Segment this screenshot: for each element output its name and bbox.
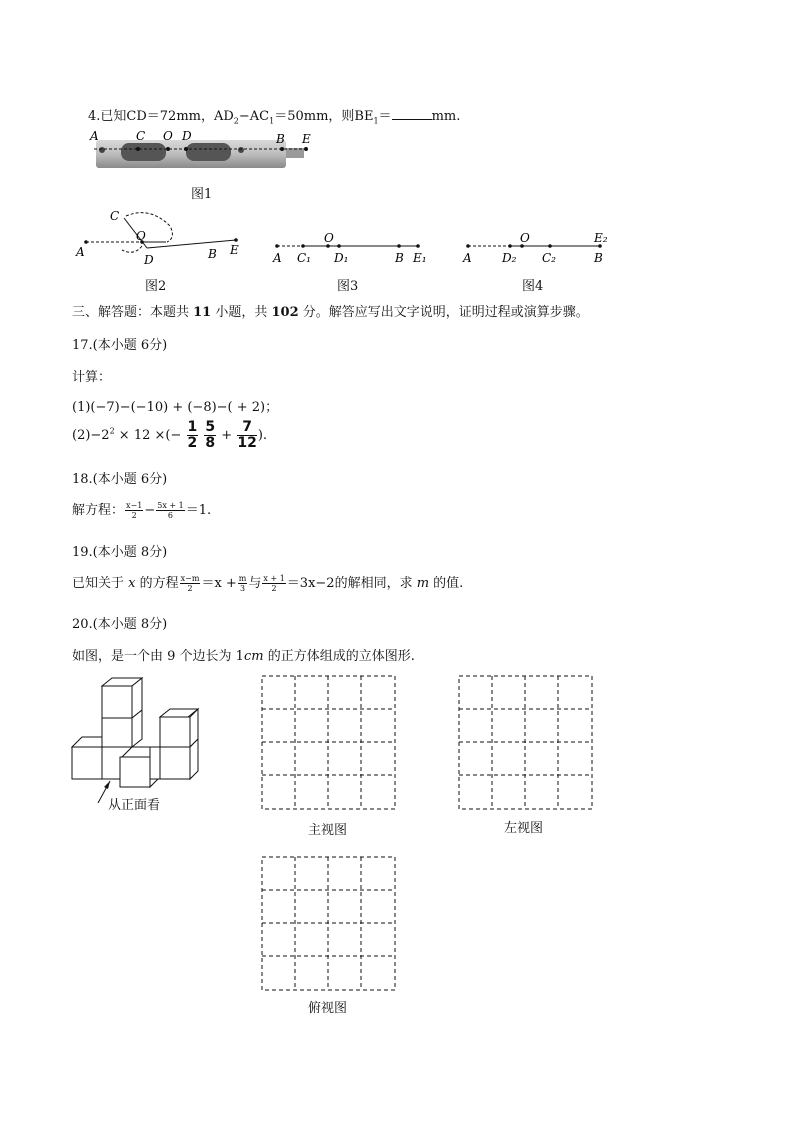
fig4-label-C2: C₂ (542, 251, 556, 265)
fig4-label-B: B (594, 251, 603, 265)
fraction-5x-plus-1-over-6: $\frac{5x + 1}{6}$ (157, 501, 184, 520)
section-3-heading: 三、解答题：本题共 11 小题，共 102 分。解答应写出文字说明，证明过程或演算步骤。 (72, 305, 589, 320)
fraction-x-plus-1-over-2: $\frac{x + 1}{2}$ (263, 574, 285, 593)
fig4-label-A: A (463, 251, 472, 265)
fraction-1-2: $\frac{1}{2}$ (187, 419, 198, 451)
fig2-label-E: E (230, 243, 239, 257)
fig1-label-D: D (182, 129, 192, 143)
fig1-label-O: O (163, 129, 173, 143)
fig4-label-E2: E₂ (594, 231, 608, 245)
figure-2 (72, 208, 252, 268)
fig4-label-D2: D₂ (502, 251, 517, 265)
fig2-label-O: O (136, 229, 146, 243)
fig3-caption: 图3 (337, 279, 359, 294)
fig2-label-C: C (110, 209, 120, 223)
q18-header: 18.(本小题 6分) (72, 472, 168, 487)
front-view-grid[interactable] (261, 675, 397, 811)
q17-part2: $(2)-2^2 \times 12$ ×(− $\frac{1}{2}$ $\frac{5}{8}$ + $\frac{7}{12}$ ). (72, 419, 268, 451)
fig2-label-B: B (208, 247, 217, 261)
slot-left (121, 143, 166, 161)
top-view-grid[interactable] (261, 856, 397, 992)
q19-header: 19.(本小题 8分) (72, 545, 168, 560)
fig2-label-A: A (76, 245, 85, 259)
left-view-caption: 左视图 (504, 821, 544, 836)
fig3-label-D1: D₁ (334, 251, 349, 265)
q17-instruction: 计算： (72, 370, 112, 385)
fig2-caption: 图2 (145, 279, 167, 294)
fig3-label-C1: C₁ (297, 251, 311, 265)
fig3-label-E1: E₁ (413, 251, 427, 265)
view-direction-label: 从正面看 (108, 798, 161, 813)
fraction-7-12: $\frac{7}{12}$ (237, 419, 257, 451)
fraction-x-minus-1-over-2: $\frac{x-1}{2}$ (126, 501, 143, 520)
fig1-label-B: B (276, 132, 285, 146)
fig2-label-D: D (144, 253, 154, 267)
q17-part1: (1)(−7)−(−10) + (−8)−( + 2)； (72, 400, 279, 415)
front-view-caption: 主视图 (308, 823, 348, 838)
figure-3 (270, 228, 435, 268)
fig1-label-E: E (302, 132, 311, 146)
top-view-caption: 俯视图 (308, 1001, 348, 1016)
figure-1 (86, 128, 326, 176)
q19-statement: 已知关于 x 的方程 $\frac{x-m}{2}$ ＝x + $\frac{m}{3}$ 与 $\frac{x + 1}{2}$ ＝3x−2的解相同，求 m 的值. (72, 574, 464, 593)
fig3-label-B: B (395, 251, 404, 265)
q20-statement: 如图，是一个由 9 个边长为 1cm 的正方体组成的立体图形. (72, 649, 415, 664)
fig4-label-O: O (520, 231, 530, 245)
fig1-label-A: A (90, 129, 99, 143)
fraction-x-minus-m-over-2: $\frac{x-m}{2}$ (180, 574, 200, 593)
fraction-m-over-3: $\frac{m}{3}$ (238, 574, 247, 593)
q18-equation: 解方程： $\frac{x-1}{2}$ − $\frac{5x + 1}{6}$ ＝1. (72, 501, 212, 520)
q17-header: 17.(本小题 6分) (72, 338, 168, 353)
q20-header: 20.(本小题 8分) (72, 617, 168, 632)
figure-4 (460, 228, 620, 268)
fig4-caption: 图4 (522, 279, 544, 294)
fig1-caption: 图1 (191, 187, 213, 202)
left-view-grid[interactable] (458, 675, 594, 811)
answer-blank[interactable] (392, 109, 432, 120)
fig3-label-A: A (273, 251, 282, 265)
fig1-label-C: C (136, 129, 146, 143)
slot-right (186, 143, 231, 161)
fig3-label-O: O (324, 231, 334, 245)
q4-text: 4.已知CD＝72mm，$AD_2-AC_1=50mm$，则$BE_1=$ mm. (88, 109, 461, 126)
fraction-5-8: $\frac{5}{8}$ (205, 419, 216, 451)
